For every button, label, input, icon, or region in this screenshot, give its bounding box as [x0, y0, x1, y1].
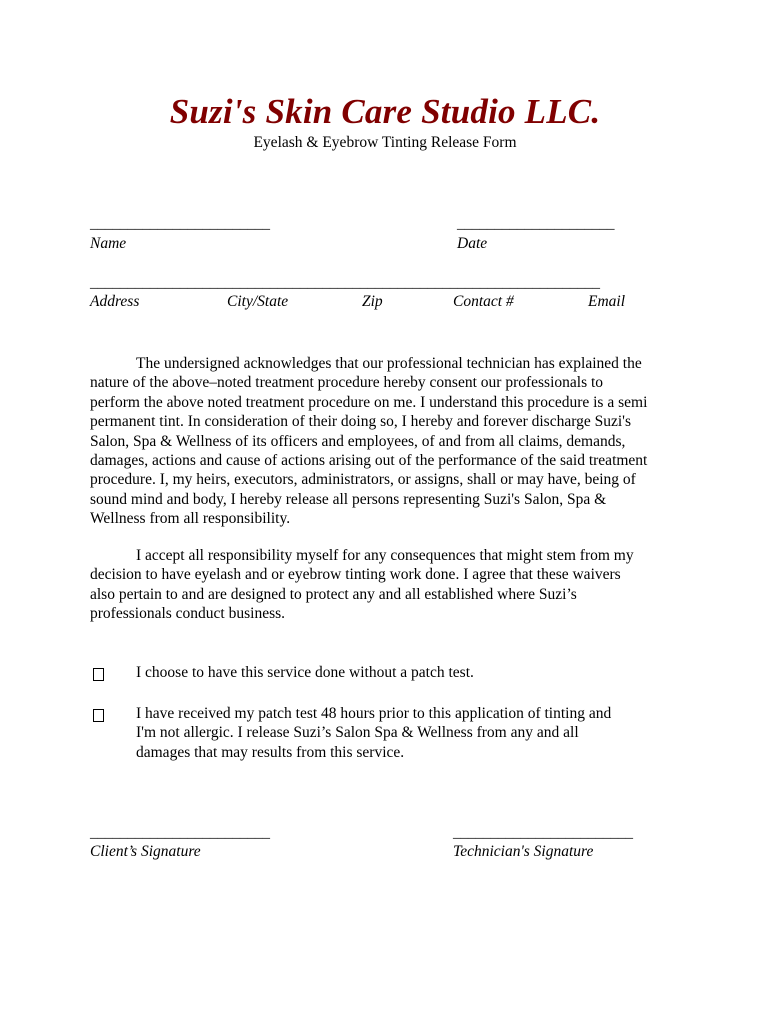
client-signature-line[interactable]: ________________________ [90, 825, 270, 841]
zip-label: Zip [362, 293, 383, 310]
paragraph-line: permanent tint. In consideration of their doing so, I hereby and forever discharge Suzi's [90, 413, 631, 431]
option-text: damages that may results from this service. [136, 743, 405, 761]
paragraph-line: also pertain to and are designed to protect any and all established where Suzi’s [90, 585, 577, 603]
form-subtitle: Eyelash & Eyebrow Tinting Release Form [253, 134, 517, 151]
paragraph-line: perform the above noted treatment procedure on me. I understand this procedure is a semi [90, 393, 648, 411]
client-signature-label: Client’s Signature [90, 843, 201, 860]
responsibility-paragraph [90, 546, 690, 624]
email-label: Email [588, 293, 626, 310]
paragraph-line: nature of the above–noted treatment procedure hereby consent our professionals to [90, 374, 604, 392]
paragraph-line: I accept all responsibility myself for any consequences that might stem from my [136, 547, 634, 564]
no-patch-test-option [136, 663, 474, 682]
date-label: Date [457, 235, 488, 252]
name-label: Name [90, 235, 127, 252]
date-field-line[interactable]: _____________________ [457, 216, 615, 232]
city-state-label: City/State [227, 293, 289, 310]
release-paragraph [90, 354, 690, 529]
option-text: I have received my patch test 48 hours prior to this application of tinting and [136, 705, 612, 722]
paragraph-line: sound mind and body, I hereby release all persons representing Suzi's Salon, Spa & [90, 490, 607, 508]
contact-label: Contact # [453, 293, 514, 310]
paragraph-line: The undersigned acknowledges that our professional technician has explained the [136, 355, 642, 372]
no-patch-test-checkbox[interactable] [93, 668, 104, 681]
name-field-line[interactable]: ________________________ [90, 216, 270, 232]
option-text: I'm not allergic. I release Suzi’s Salon Spa & Wellness from any and all [136, 724, 579, 742]
paragraph-line: Wellness from all responsibility. [90, 510, 291, 528]
paragraph-line: Salon, Spa & Wellness of its officers and employees, of and from all claims, demands, [90, 432, 626, 450]
address-label: Address [90, 293, 140, 310]
paragraph-line: decision to have eyelash and or eyebrow tinting work done. I agree that these waivers [90, 566, 621, 584]
technician-signature-line[interactable]: ________________________ [453, 825, 633, 841]
page-title: Suzi's Skin Care Studio LLC. [169, 92, 601, 131]
technician-signature-label: Technician's Signature [453, 843, 594, 860]
paragraph-line: damages, actions and cause of actions arising out of the performance of the said treatment [90, 452, 648, 470]
paragraph-line: procedure. I, my heirs, executors, administrators, or assigns, shall or may have, being of [90, 471, 636, 489]
address-field-line[interactable]: ____________________________________________________________________ [90, 275, 600, 291]
patch-test-checkbox[interactable] [93, 709, 104, 722]
option-text: I choose to have this service done without a patch test. [136, 664, 474, 681]
patch-test-option [136, 704, 611, 762]
paragraph-line: professionals conduct business. [90, 605, 286, 623]
